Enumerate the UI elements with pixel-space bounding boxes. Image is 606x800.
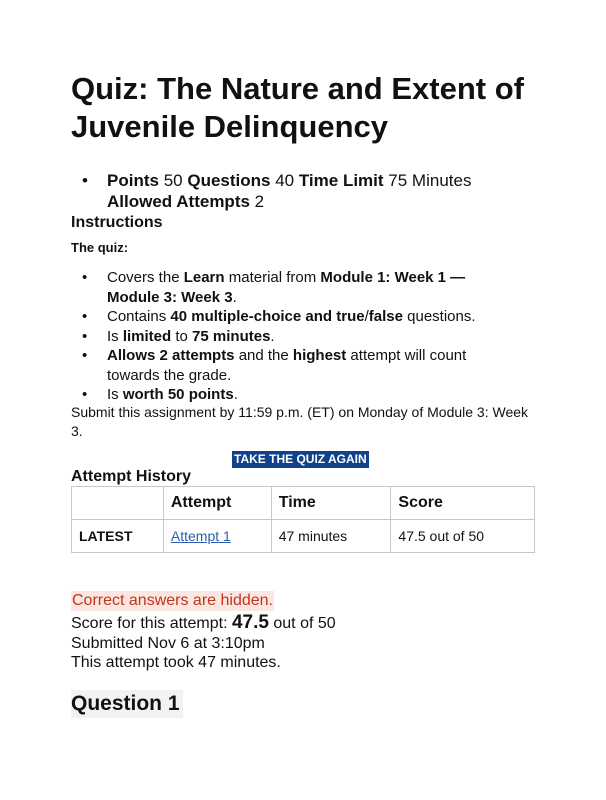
list-text: attempt will count towards the grade. — [107, 347, 467, 384]
list-item — [71, 327, 507, 347]
attempt-history-table — [71, 486, 535, 553]
list-text: Is — [107, 327, 123, 345]
score-cell: 47.5 out of 50 — [391, 520, 535, 553]
list-text: / — [364, 308, 369, 325]
points-value: 50 — [163, 171, 183, 190]
attempt-duration: This attempt took 47 minutes. — [71, 654, 281, 671]
list-text: . — [232, 288, 237, 306]
score-suffix: out of 50 — [268, 615, 336, 632]
list-item — [71, 385, 507, 405]
list-text-bold: false — [368, 308, 403, 325]
column-header-score: Score — [391, 487, 535, 520]
score-prefix: Score for this attempt: — [71, 615, 232, 632]
bullet-icon: • — [82, 269, 88, 286]
quiz-rules-list — [71, 268, 507, 405]
attempt-history-heading: Attempt History — [71, 468, 192, 485]
list-text: to — [171, 327, 193, 345]
take-quiz-again-button[interactable]: TAKE THE QUIZ AGAIN — [234, 452, 367, 466]
bullet-icon: • — [82, 171, 88, 190]
list-item — [71, 346, 507, 385]
questions-label: Questions — [187, 171, 271, 190]
quiz-meta-item — [71, 170, 527, 212]
score-value: 47.5 — [231, 612, 269, 633]
list-text: and the — [234, 347, 293, 364]
list-text: Contains — [107, 308, 171, 325]
list-text-bold: limited — [122, 327, 172, 345]
list-text-bold: Module 1: Week 1 — Module 3: Week 3 — [107, 269, 466, 306]
correct-answers-hidden-notice: Correct answers are hidden. — [72, 592, 273, 609]
quiz-meta-list — [71, 170, 527, 212]
attempt-score — [71, 612, 336, 635]
time-cell: 47 minutes — [271, 520, 391, 553]
list-text-bold: worth 50 points — [122, 386, 234, 403]
allowed-attempts-value: 2 — [254, 192, 265, 211]
table-header-row — [72, 487, 535, 520]
bullet-icon: • — [82, 308, 88, 325]
page-title: Quiz: The Nature and Extent of Juvenile Delinquency — [71, 71, 524, 144]
column-header — [72, 487, 164, 520]
list-text: questions. — [402, 308, 476, 325]
points-label: Points — [107, 171, 159, 190]
submitted-time: Submitted Nov 6 at 3:10pm — [71, 635, 265, 652]
list-text-bold: Learn — [183, 269, 225, 286]
list-text: . — [233, 386, 238, 403]
list-text: . — [270, 327, 275, 345]
list-text-bold: 40 multiple-choice and true — [170, 308, 365, 325]
bullet-icon: • — [82, 327, 88, 345]
list-text-bold: Allows 2 attempts — [107, 347, 235, 364]
latest-label: LATEST — [72, 520, 164, 553]
list-text-bold: 75 minutes — [192, 327, 271, 345]
time-limit-label: Time Limit — [298, 171, 384, 190]
bullet-icon: • — [82, 386, 88, 403]
quiz-label: The quiz: — [71, 240, 129, 255]
question-heading: Question 1 — [71, 690, 183, 718]
bullet-icon: • — [82, 347, 88, 364]
list-item — [71, 307, 507, 327]
submission-deadline: Submit this assignment by 11:59 p.m. (ET) on Monday of Module 3: Week 3. — [71, 404, 529, 439]
time-limit-value: 75 Minutes — [388, 171, 472, 190]
instructions-heading: Instructions — [71, 214, 163, 231]
list-text: material from — [224, 269, 321, 286]
list-text: Is — [107, 386, 123, 403]
table-row — [72, 520, 535, 553]
list-text: Covers the — [107, 269, 184, 286]
list-text-bold: highest — [292, 347, 347, 364]
questions-value: 40 — [275, 171, 295, 190]
column-header-attempt: Attempt — [163, 487, 271, 520]
allowed-attempts-label: Allowed Attempts — [107, 192, 250, 211]
column-header-time: Time — [271, 487, 391, 520]
attempt-cell — [163, 520, 271, 553]
list-item — [71, 268, 507, 307]
attempt-link[interactable]: Attempt 1 — [170, 528, 231, 544]
